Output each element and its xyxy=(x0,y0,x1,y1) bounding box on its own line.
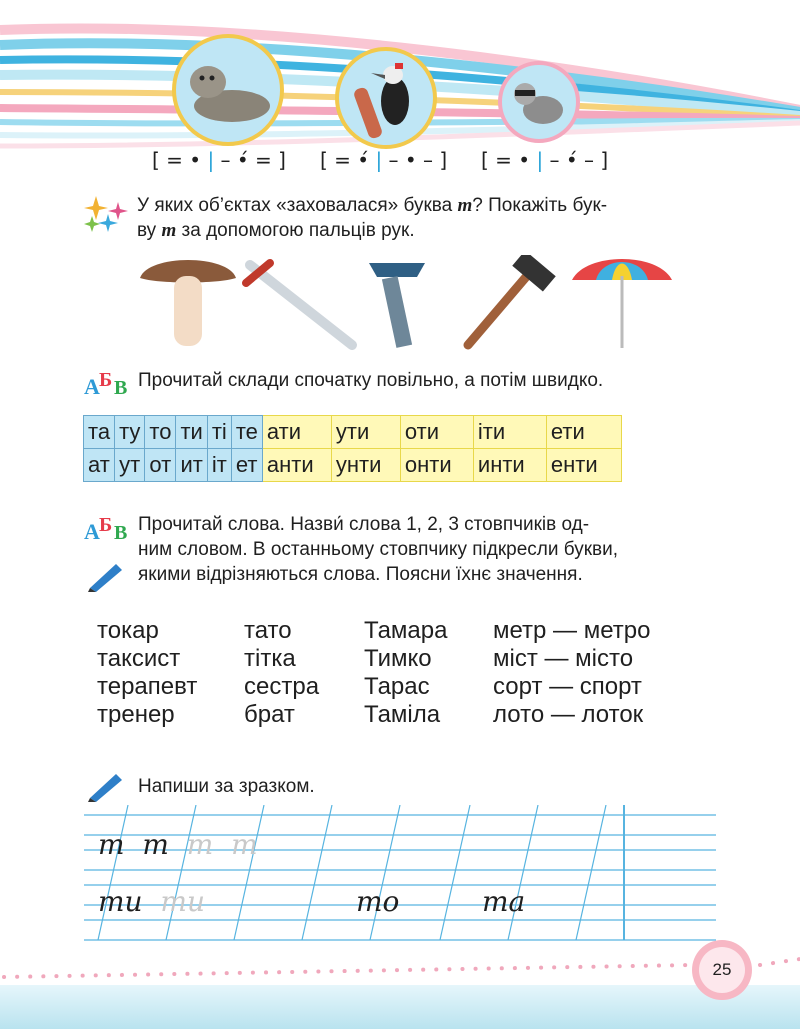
task1-letter: т xyxy=(457,195,473,216)
scheme-dot: •́ xyxy=(357,148,370,172)
syllable-cell: та xyxy=(84,416,115,449)
handwriting-sample: т xyxy=(142,828,169,861)
task4-instruction: Напиши за зразком. xyxy=(138,776,315,797)
scheme-close: = ] xyxy=(248,148,286,172)
word: терапевт xyxy=(97,673,198,700)
scheme-2 xyxy=(320,148,447,172)
handwriting-trace: т xyxy=(186,828,214,861)
syllable-cell: анти xyxy=(262,449,331,482)
syllable-cell: ті xyxy=(207,416,231,449)
word: таксист xyxy=(97,645,181,672)
word: тренер xyxy=(97,701,175,728)
mushroom-icon xyxy=(138,250,238,350)
handwriting-sample: ти xyxy=(98,885,143,918)
syllable-cell: ти xyxy=(176,416,207,449)
handwriting-trace: ти xyxy=(160,885,205,918)
woodpecker-icon xyxy=(333,45,439,151)
syllable-cell: ати xyxy=(262,416,331,449)
scheme-open: [ = xyxy=(481,148,519,172)
syllable-cell: ат xyxy=(84,449,115,482)
task1-text: У яких об’єктах «заховалася» буква xyxy=(137,195,458,216)
dotted-line xyxy=(0,955,800,985)
page-number-badge xyxy=(692,940,752,1000)
scheme-divider: | xyxy=(207,148,215,172)
scheme-close: – ] xyxy=(416,148,448,172)
task1-text: ? Покажіть бук- xyxy=(472,195,608,216)
handwriting-sample: т xyxy=(98,828,125,861)
syllable-cell: іти xyxy=(473,416,546,449)
table-row xyxy=(84,449,622,482)
syllable-cell: оти xyxy=(400,416,473,449)
svg-text:А: А xyxy=(84,519,100,543)
task2-instruction: Прочитай склади спочатку повільно, а потім швидко. xyxy=(138,370,604,391)
syllable-cell: те xyxy=(231,416,262,449)
scheme-3 xyxy=(481,148,608,172)
svg-text:Б: Б xyxy=(99,369,113,391)
word: метр — метро xyxy=(493,617,651,644)
word: Тамара xyxy=(364,617,448,644)
word: Тимко xyxy=(364,645,432,672)
svg-text:В: В xyxy=(114,377,128,398)
word-column-3 xyxy=(364,617,447,729)
scheme-dot: • xyxy=(518,148,531,172)
syllable-cell: ути xyxy=(331,416,400,449)
word: брат xyxy=(244,701,295,728)
syllable-cell: инти xyxy=(473,449,546,482)
syllable-cell: ет xyxy=(231,449,262,482)
scheme-1 xyxy=(152,148,286,172)
scheme-dot: • xyxy=(189,148,202,172)
word-column-1 xyxy=(97,617,197,729)
scheme-dot: •́ xyxy=(565,148,578,172)
sword-icon xyxy=(240,255,360,350)
handwriting-trace: т xyxy=(231,828,258,861)
syllable-cell: унти xyxy=(331,449,400,482)
task3-line: якими відрізняються слова. Поясни їхнє значення. xyxy=(138,564,583,585)
svg-text:В: В xyxy=(114,522,128,543)
handwriting-sample: то xyxy=(356,885,400,918)
scheme-open: [ = xyxy=(320,148,358,172)
scheme-dash: – xyxy=(388,148,399,172)
task3-line: Прочитай слова. Назви́ слова 1, 2, 3 стовпчиків од- xyxy=(138,514,590,535)
task1-instruction xyxy=(137,193,697,243)
syllable-cell: от xyxy=(145,449,176,482)
scheme-open: [ = xyxy=(152,148,190,172)
bolt-icon xyxy=(365,255,435,350)
task3-instruction xyxy=(138,512,698,587)
seal-icon xyxy=(170,32,286,148)
word: тато xyxy=(244,617,292,644)
abv-icon xyxy=(84,513,132,543)
syllable-cell: ит xyxy=(176,449,207,482)
word: Тарас xyxy=(364,673,430,700)
task1-text: за допомогою пальців рук. xyxy=(176,220,415,241)
handwriting-sample: та xyxy=(482,885,526,918)
syllable-cell: ту xyxy=(115,416,145,449)
table-row xyxy=(84,416,622,449)
scheme-dash: – xyxy=(220,148,231,172)
hammer-icon xyxy=(460,255,560,350)
word: лото — лоток xyxy=(493,701,644,728)
writing-row-2 xyxy=(98,885,526,918)
word: токар xyxy=(97,617,159,644)
task1-text: ву xyxy=(137,220,162,241)
pen-icon xyxy=(86,562,124,592)
svg-text:Б: Б xyxy=(99,514,113,536)
abv-icon xyxy=(84,368,132,398)
syllable-cell: іт xyxy=(207,449,231,482)
syllable-table xyxy=(83,415,622,482)
word-column-4 xyxy=(493,617,650,729)
sparkle-icon xyxy=(84,196,130,232)
writing-lines xyxy=(84,805,716,945)
word-column-2 xyxy=(244,617,319,729)
writing-row-1 xyxy=(98,828,258,861)
syllable-cell: то xyxy=(145,416,176,449)
scheme-dash: – xyxy=(549,148,560,172)
syllable-cell: ети xyxy=(546,416,621,449)
svg-text:А: А xyxy=(84,374,100,398)
page-number: 25 xyxy=(699,947,745,993)
pen-icon xyxy=(86,772,124,802)
word: тітка xyxy=(244,645,296,672)
scheme-dot: • xyxy=(404,148,417,172)
word: міст — місто xyxy=(493,645,634,672)
scheme-dot: •́ xyxy=(236,148,249,172)
task1-letter: т xyxy=(161,220,177,241)
word: сорт — спорт xyxy=(493,673,642,700)
syllable-cell: онти xyxy=(400,449,473,482)
scheme-divider: | xyxy=(375,148,383,172)
task3-line: ним словом. В останньому стовпчику підкресли букви, xyxy=(138,539,619,560)
syllable-cell: енти xyxy=(546,449,621,482)
scheme-close: – ] xyxy=(577,148,609,172)
word: сестра xyxy=(244,673,320,700)
syllable-cell: ут xyxy=(115,449,145,482)
umbrella-icon xyxy=(566,252,678,352)
scheme-divider: | xyxy=(536,148,544,172)
footer-band xyxy=(0,985,800,1029)
word: Таміла xyxy=(364,701,441,728)
raccoon-icon xyxy=(497,60,581,144)
